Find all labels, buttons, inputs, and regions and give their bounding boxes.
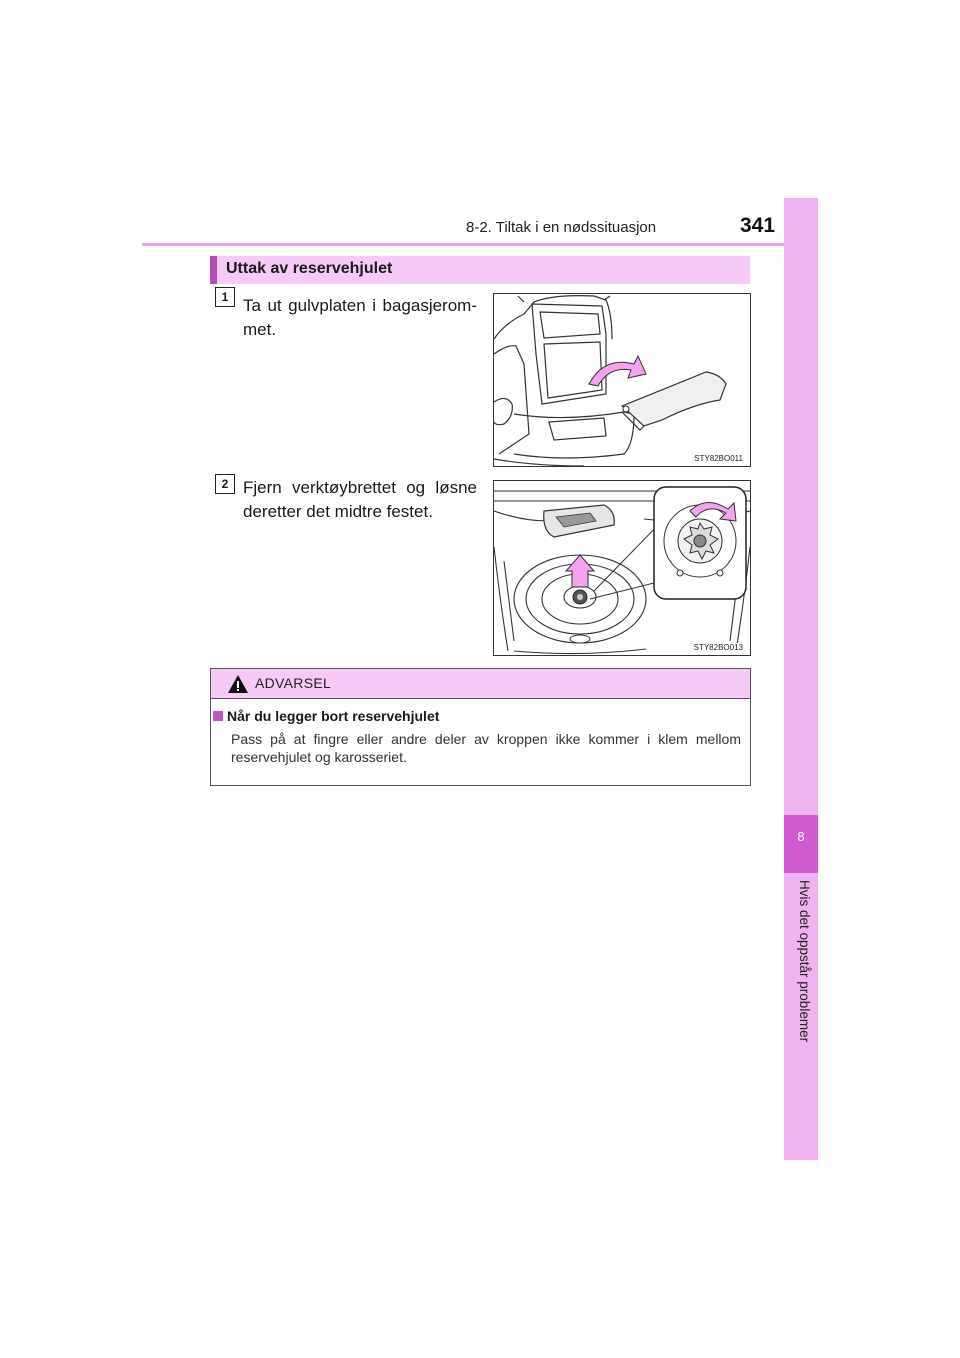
page-number: 341: [740, 214, 776, 237]
section-title: Uttak av reservehjulet: [226, 260, 393, 277]
step-2-text: Fjern verktøybrettet og løsne deretter det midtre festet.: [243, 478, 477, 521]
step-1-number: 1: [215, 287, 235, 307]
figure-code-2: STY82BO013: [693, 643, 743, 652]
figure-code-1: STY82BO011: [694, 454, 743, 463]
warning-box: [210, 668, 751, 786]
warning-title: ADVARSEL: [255, 675, 332, 691]
warning-subtitle: Når du legger bort reservehjulet: [227, 708, 440, 724]
warning-body: Pass på at fingre eller andre deler av kroppen ikke kommer i klem mellom reservehjulet og karosseriet.: [231, 731, 741, 765]
warning-header: [211, 669, 750, 699]
spare-wheel-illustration: [494, 481, 750, 655]
side-chapter-tab: [784, 815, 818, 873]
section-heading-accent: [210, 256, 217, 284]
warning-triangle-icon: [227, 674, 249, 694]
step-1-text: Ta ut gulvplaten i bagasjerom-met.: [243, 296, 477, 339]
floor-board-illustration: [494, 294, 750, 466]
side-chapter-number: 8: [797, 829, 805, 844]
step-2-number: 2: [215, 474, 235, 494]
figure-loosen-spare-wheel: [493, 480, 751, 656]
running-header-section: 8-2. Tiltak i en nødssituasjon: [466, 219, 657, 236]
side-chapter-title: Hvis det oppstår problemer: [797, 880, 812, 1043]
warning-bullet-icon: [213, 711, 223, 721]
header-rule: [142, 243, 818, 246]
figure-remove-floor-board: [493, 293, 751, 467]
